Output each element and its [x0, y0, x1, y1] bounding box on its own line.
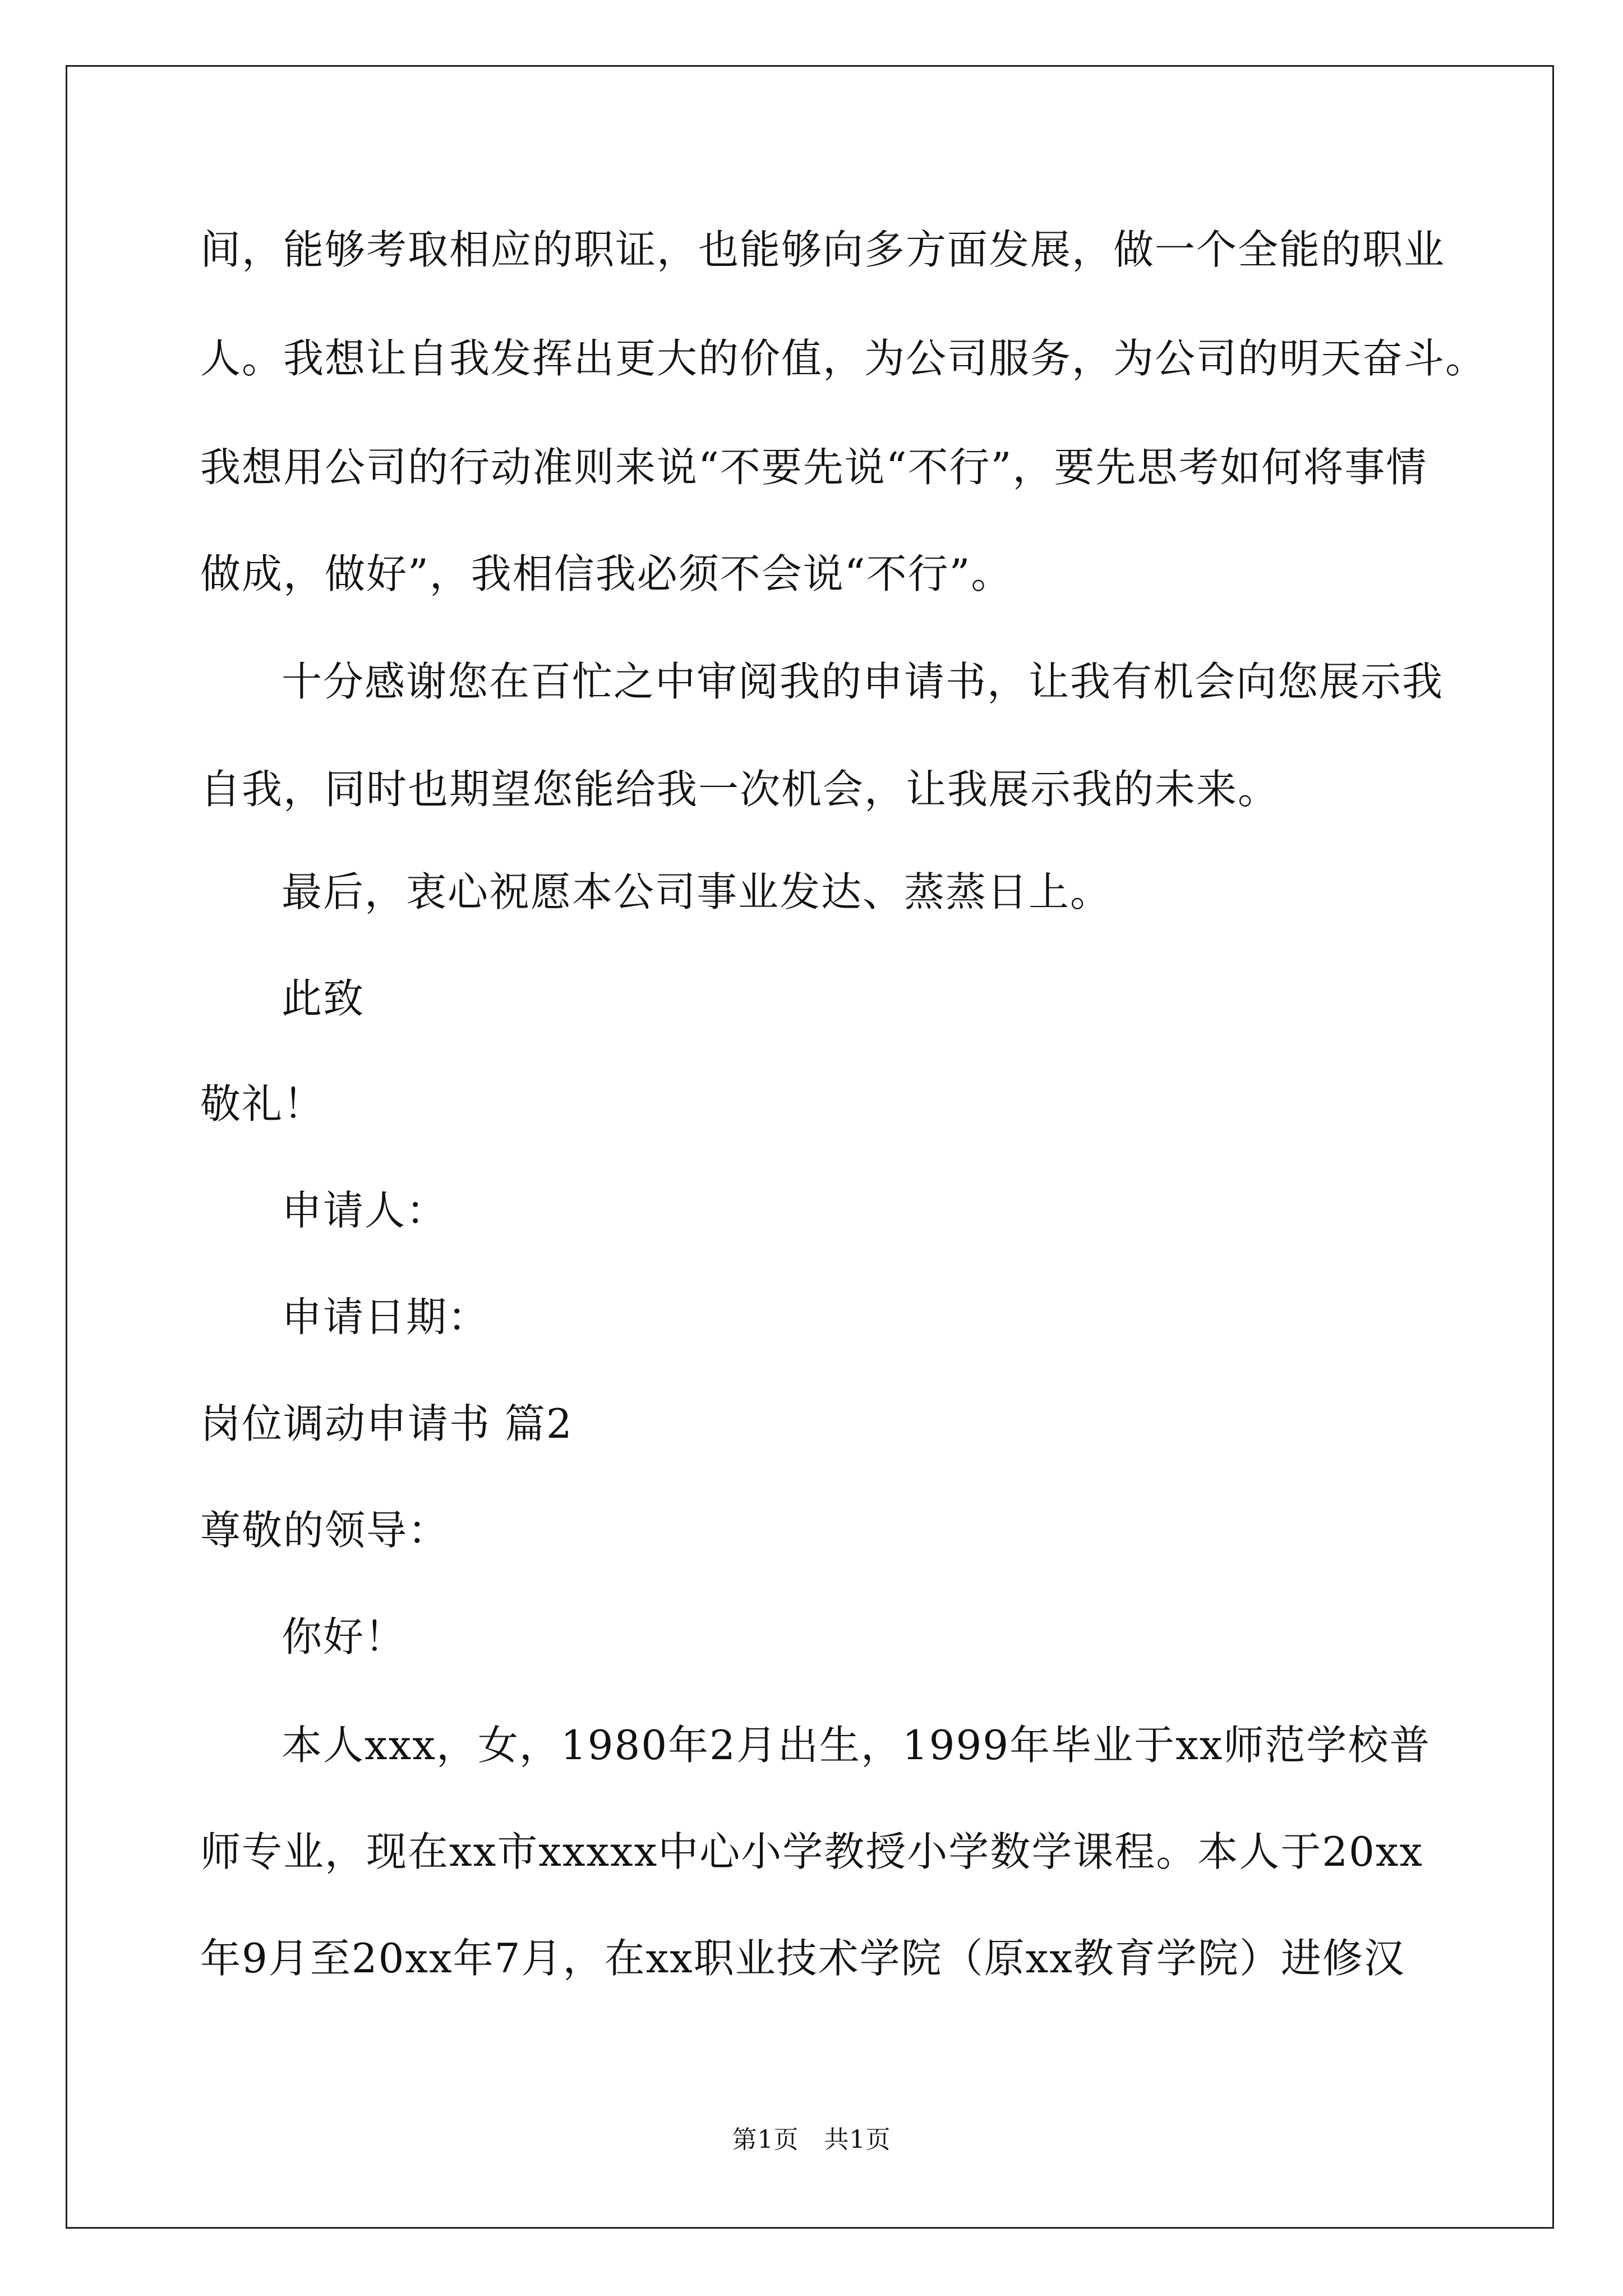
- greeting-line: 尊敬的领导：: [200, 1507, 450, 1554]
- text-line-5: 十分感谢您在百忙之中审阅我的申请书，让我有机会向您展示我: [282, 658, 1444, 705]
- text-line-1: 间，能够考取相应的职证，也能够向多方面发展，做一个全能的职业: [200, 226, 1446, 273]
- page-footer: 第1页 共1页: [732, 2125, 891, 2154]
- text-line-6: 自我，同时也期望您能给我一次机会，让我展示我的未来。: [200, 766, 1280, 813]
- applicant-line: 申请人：: [282, 1187, 448, 1234]
- closing-line: 敬礼！: [200, 1080, 325, 1128]
- text-line-2: 人。我想让自我发挥出更大的价值，为公司服务，为公司的明天奋斗。: [200, 335, 1487, 382]
- text-line-16: 师专业，现在xx市xxxxx中心小学教授小学数学课程。本人于20xx: [200, 1828, 1424, 1875]
- text-line-15: 本人xxx，女，1980年2月出生，1999年毕业于xx师范学校普: [282, 1722, 1431, 1769]
- salutation-line: 此致: [282, 975, 365, 1022]
- text-line-7: 最后，衷心祝愿本公司事业发达、蒸蒸日上。: [282, 868, 1112, 915]
- text-line-4: 做成，做好”，我相信我必须不会说“不行”。: [200, 550, 1013, 597]
- date-line: 申请日期：: [282, 1294, 490, 1341]
- text-line-3: 我想用公司的行动准则来说“不要先说“不行”，要先思考如何将事情: [200, 444, 1428, 491]
- hello-line: 你好！: [282, 1613, 407, 1660]
- section-heading: 岗位调动申请书 篇2: [200, 1400, 573, 1447]
- text-line-17: 年9月至20xx年7月，在xx职业技术学院（原xx教育学院）进修汉: [200, 1935, 1405, 1982]
- page-border: [66, 65, 1554, 2229]
